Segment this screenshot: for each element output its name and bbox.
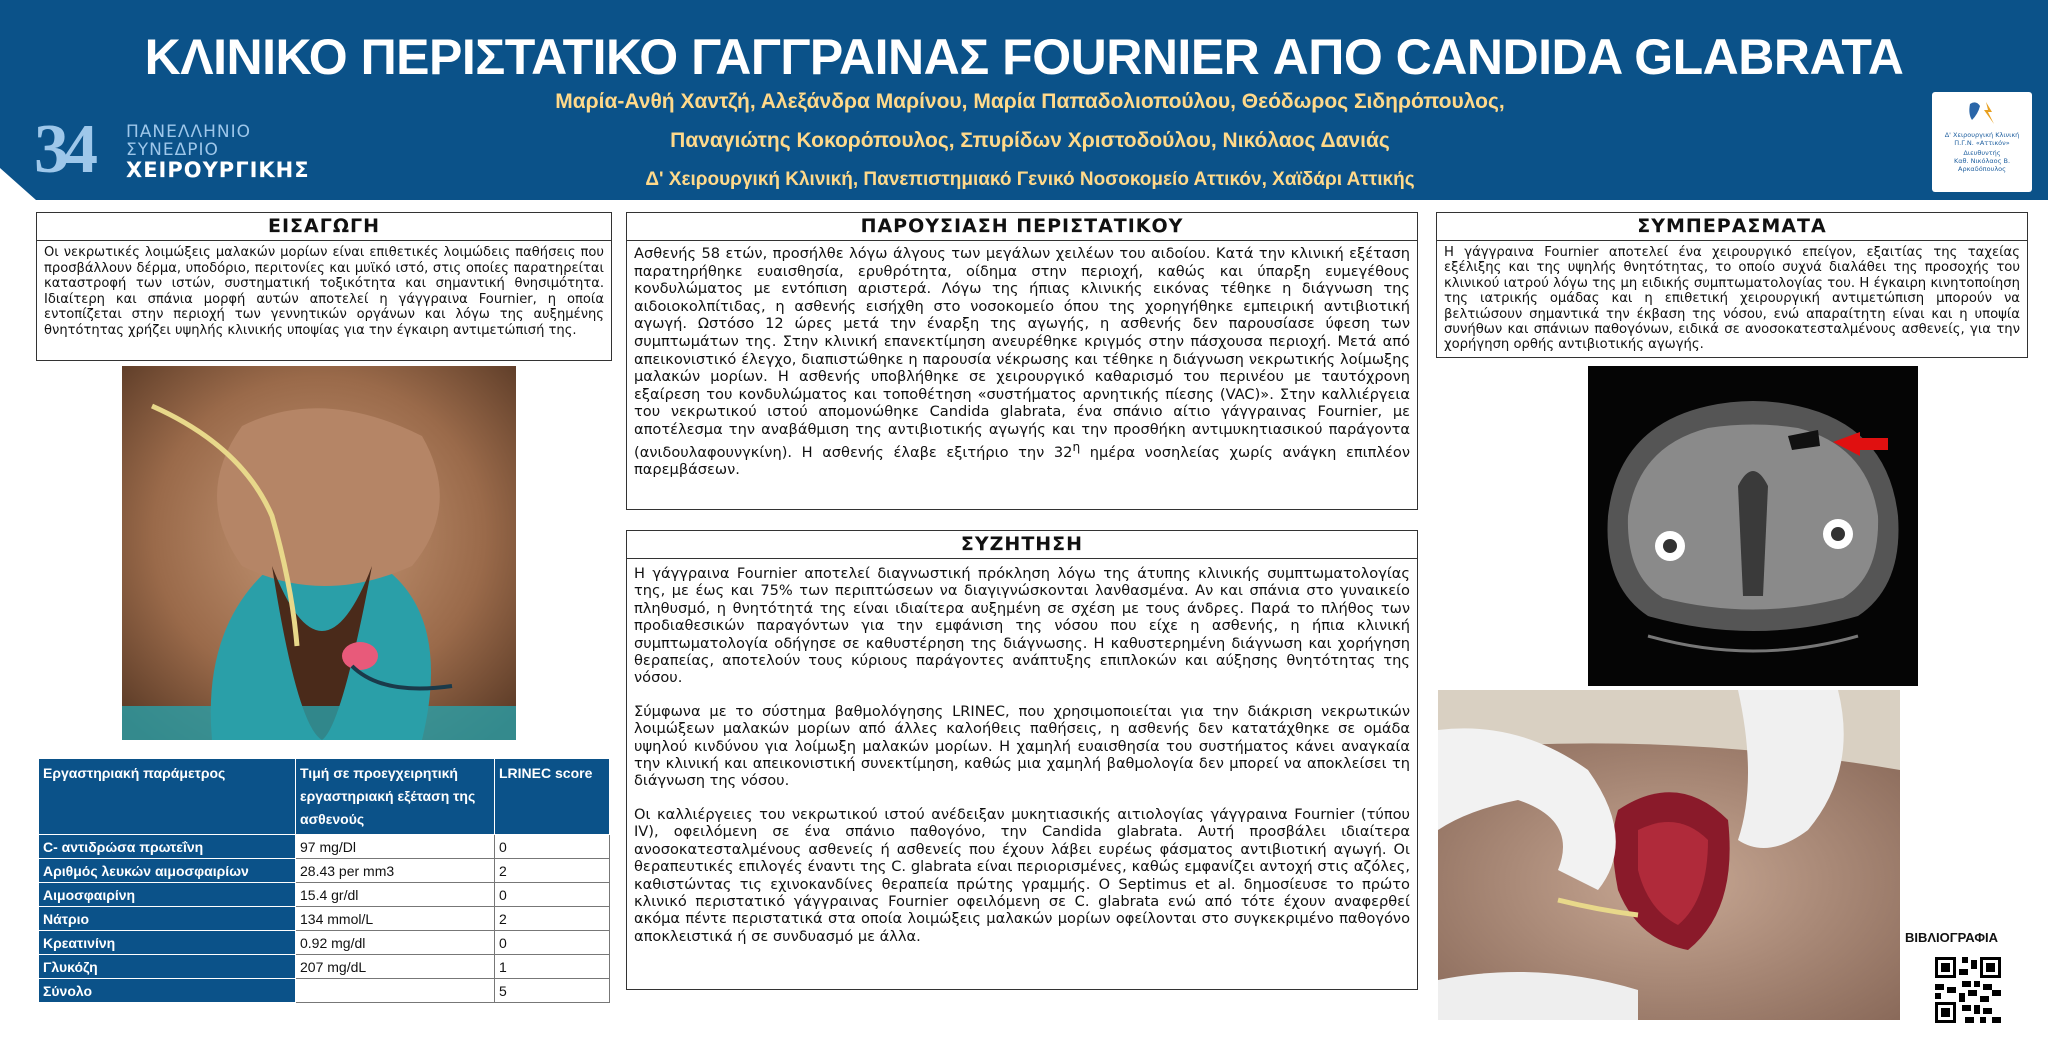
bibliography-qr-code[interactable] [1932, 954, 2004, 1026]
conclusions-section [1436, 212, 2028, 358]
table-cell-value: 207 mg/dL [296, 955, 495, 979]
table-cell-score: 5 [495, 979, 610, 1003]
introduction-heading: ΕΙΣΑΓΩΓΗ [37, 213, 611, 241]
poster-title: ΚΛΙΝΙΚΟ ΠΕΡΙΣΤΑΤΙΚΟ ΓΑΓΓΡΑΙΝΑΣ FOURNIER ΑΠΟ CANDIDA GLABRATA [144, 29, 1904, 85]
table-cell-score: 1 [495, 955, 610, 979]
clinic-logo-line-4: Καθ. Νικόλαος Β. Αρκαδόπουλος [1953, 157, 2011, 173]
discussion-heading: ΣΥΖΗΤΗΣΗ [627, 531, 1417, 559]
bibliography-label: ΒΙΒΛΙΟΓΡΑΦΙΑ [1905, 930, 1999, 945]
clinic-logo-line-1: Δ' Χειρουργική Κλινική [1944, 131, 2020, 139]
table-header-row [39, 759, 610, 835]
conclusions-text: Η γάγγραινα Fournier αποτελεί ένα χειρουργικό επείγον, εξαιτίας της ταχείας εξέλιξης και της υψηλής θνητότητας, το οποίο συχνά διαλάθει της προσοχής του κλινικού ιατρού λόγω της μη ειδικής συμπτωματολογίας του. Η έγκαιρη κινητοποίηση της ιατρικής ομάδας και η επιθετική χειρουργική αντιμετώπιση μπορούν να βελτιώσουν σημαντικά την έκβαση της νόσου, ενώ απαραίτητη είναι και η υποψία συνήθων και σπάνιων παθογόνων, ειδικά σε ανοσοκατεσταλμένους ασθενείς, για την χορήγηση ορθής αντιβιοτικής αγωγής. [1444, 245, 2020, 353]
table-row [39, 907, 610, 931]
lab-values-table [38, 758, 610, 1003]
table-row [39, 883, 610, 907]
authors-line-2: Παναγιώτης Κοκορόπουλος, Σπυρίδων Χριστοδούλου, Νικόλαος Δανιάς [670, 129, 1390, 152]
case-text-end: ημέρα νοσηλείας χωρίς ανάγκη επιπλέον παρεμβάσεων. [634, 443, 1411, 478]
table-cell-value: 0.92 mg/dl [296, 931, 495, 955]
authors-line-1: Μαρία-Ανθή Χαντζή, Αλεξάνδρα Μαρίνου, Μαρία Παπαδολιοπούλου, Θεόδωρος Σιδηρόπουλος, [555, 90, 1505, 113]
table-total-row [39, 979, 610, 1003]
table-header-lrinec: LRINEC score [495, 759, 610, 835]
table-cell-score: 0 [495, 931, 610, 955]
case-text-main: Ασθενής 58 ετών, προσήλθε λόγω άλγους των μεγάλων χειλέων του αιδοίου. Κατά την κλινική εξέταση παρατηρήθηκε ευαισθησία, ερυθρότητα, οίδημα στην περιοχή, καθώς και ύπαρξη ευμεγέθους κονδυλώματος με εντόπιση αριστερά. Λόγω της ήπιας κλινικής εικόνας τέθηκε η διάγνωση της αιδοιοκολπίτιδας, η ασθενής εισήχθη στο νοσοκομείο όπου της χορηγήθηκε εμπειρική αντιβιοτική αγωγή. Ωστόσο 12 ώρες μετά την έναρξη της αγωγής, η ασθενής δεν παρουσίασε ύφεση των συμπτωμάτων της. Στην κλινική επανεκτίμηση ανευρέθηκε κριγμός στην πάσχουσα περιοχή. Μετά από απεικονιστικό έλεγχο, διαπιστώθηκε η παρουσία νέκρωσης και τέθηκε η διάγνωση νεκρωτικής λοίμωξης μαλακών μορίων. Η ασθενής υποβλήθηκε σε χειρουργικό καθαρισμό του περινέου με ταυτόχρονη εξαίρεση του κονδυλώματος και τοποθέτηση «συστήματος αρνητικής πίεσης (VAC)». Στην καλλιέργεια του νεκρωτικού ιστού απομονώθηκε Candida glabrata, ένα σπάνιο αίτιο γάγγραινας Fournier, με αποτέλεσμα την αναβάθμιση της αντιβιοτικής αγωγής και την προσθήκη αντιμυκητιασικού παράγοντα (ανιδουλαφουνγκίνη). Η ασθενής έλαβε εξιτήριο την 32 [634, 245, 1410, 461]
table-cell-parameter: Αριθμός λευκών αιμοσφαιρίων [39, 859, 296, 883]
table-cell-parameter: Γλυκόζη [39, 955, 296, 979]
discussion-paragraph-3: Οι καλλιέργειες του νεκρωτικού ιστού ανέδειξαν μυκητιασικής αιτιολογίας γάγγραινα Fournier (τύπου IV), οφειλόμενη σε ένα σπάνιο παθογόνο, την Candida glabrata. Αυτή προσβάλει ιδιαίτερα ανοσοκατεσταλμένους ασθενείς ή ασθενείς που έχουν λάβει ευρέως φάσματος αντιβιοτική αγωγή. Οι θεραπευτικές επιλογές έναντι της C. glabrata είναι περιορισμένες, καθώς εμφανίζει αντοχή στις αζόλες, καθιστώντας τις εχινοκανδίνες θεραπεία πρώτης γραμμής. Ο Septimus et al. δημοσίευσε το πρώτο κλινικό περιστατικό γάγγραινας Fournier οφειλόμενη σε C. glabrata ενώ από τότε έχουν αναφερθεί ακόμα πέντε περιστατικά στα οποία λοιμώξεις μαλακών μορίων οφείλονται στο συγκεκριμένο παθογόνο αποκλειστικά ή σε συνδυασμό με άλλα. [634, 805, 1410, 945]
discussion-section [626, 530, 1418, 990]
table-header-value: Τιμή σε προεγχειρητική εργαστηριακή εξέταση της ασθενούς [296, 759, 495, 835]
discussion-text [627, 559, 1417, 949]
postoperative-photo [1438, 690, 1900, 1020]
table-cell-value: 97 mg/Dl [296, 835, 495, 859]
conclusions-heading: ΣΥΜΠΕΡΑΣΜΑΤΑ [1437, 213, 2027, 241]
clinic-logo [1932, 92, 2032, 192]
table-cell-value: 134 mmol/L [296, 907, 495, 931]
table-cell-parameter: C- αντιδρώσα πρωτεΐνη [39, 835, 296, 859]
table-cell-parameter: Αιμοσφαιρίνη [39, 883, 296, 907]
table-cell-value [296, 979, 495, 1003]
table-cell-value: 15.4 gr/dl [296, 883, 495, 907]
table-row [39, 931, 610, 955]
discussion-paragraph-2: Σύμφωνα με το σύστημα βαθμολόγησης LRINEC, που χρησιμοποιείται για την διάκριση νεκρωτικών λοιμώξεων μαλακών μορίων από άλλες καλοήθεις παθήσεις, η ασθενής δεν κατατάχθηκε σε ομάδα υψηλού κινδύνου για λοίμωξη μαλακών μορίων. Η χαμηλή ευαισθησία του συστήματος κάνει αναγκαία την κλινική και απεικονιστική συνεκτίμηση, καθώς μια χαμηλή βαθμολογία δεν μπορεί να αποκλείσει τη διάγνωση της νόσου. [634, 702, 1410, 790]
conference-logo-line-2: ΣΥΝΕΔΡΙΟ [126, 140, 219, 160]
table-header-parameter: Εργαστηριακή παράμετρος [39, 759, 296, 835]
introduction-text: Οι νεκρωτικές λοιμώξεις μαλακών μορίων είναι επιθετικές λοιμώδεις παθήσεις που προσβάλλουν δέρμα, υποδόριο, περιτονίες και μυϊκό ιστό, στις οποίες παρατηρείται καταστροφή των ιστών, συστηματική τοξικότητα και σημαντική θνησιμότητα. Ιδιαίτερη και σπάνια μορφή αυτών αποτελεί η γάγγραινα Fournier, η οποία εντοπίζεται στην περιοχή των γεννητικών οργάνων και λόγω της αυξημένης θνητότητας χρήζει υψηλής κλινικής υποψίας για την έγκαιρη αντιμετώπισή της. [44, 245, 604, 338]
case-text-superscript: η [1072, 439, 1081, 454]
table-row [39, 859, 610, 883]
table-cell-parameter: Νάτριο [39, 907, 296, 931]
table-cell-value: 28.43 per mm3 [296, 859, 495, 883]
affiliation: Δ' Χειρουργική Κλινική, Πανεπιστημιακό Γενικό Νοσοκομείο Αττικόν, Χαϊδάρι Αττικής [645, 169, 1415, 190]
clinic-emblem-icon [1966, 100, 1998, 126]
conference-logo [34, 111, 310, 188]
clinical-photo-perineum [122, 366, 516, 740]
case-presentation-text [627, 241, 1417, 483]
discussion-paragraph-1: Η γάγγραινα Fournier αποτελεί διαγνωστική πρόκληση λόγω της άτυπης κλινικής συμπτωματολογίας της, με έως και 75% των περιπτώσεων να διαγιγνώσκονται λανθασμένα. Αν και σπάνια στο γυναικείο πληθυσμό, η θνητότητά της είναι ιδιαίτερα αυξημένη σε σχέση με τους άνδρες. Παρά το πλήθος των προδιαθεσικών παραγόντων για την εμφάνιση της νόσου που είχε η ασθενής, η ήπια κλινική συμπτωματολογία οδήγησε σε καθυστέρηση της διάγνωσης. Η καθυστερημένη διάγνωση και χορήγηση θεραπείας, αποτελούν τους κύριους παράγοντες ανάπτυξης επιπλοκών και αύξησης θνητότητας της νόσου. [634, 565, 1410, 687]
table-row [39, 835, 610, 859]
conference-logo-line-3: ΧΕΙΡΟΥΡΓΙΚΗΣ [126, 158, 310, 182]
table-cell-score: 2 [495, 859, 610, 883]
clinic-logo-line-3: Διευθυντής [1963, 149, 2001, 157]
table-cell-parameter: Σύνολο [39, 979, 296, 1003]
table-cell-score: 0 [495, 835, 610, 859]
ct-scan-image [1588, 366, 1918, 686]
conference-number: 34 [34, 111, 92, 188]
table-cell-parameter: Κρεατινίνη [39, 931, 296, 955]
clinic-logo-line-2: Π.Γ.Ν. «Αττικόν» [1954, 139, 2010, 147]
case-presentation-section [626, 212, 1418, 510]
introduction-section [36, 212, 612, 361]
case-presentation-heading: ΠΑΡΟΥΣΙΑΣΗ ΠΕΡΙΣΤΑΤΙΚΟΥ [627, 213, 1417, 241]
table-cell-score: 2 [495, 907, 610, 931]
conference-logo-line-1: ΠΑΝΕΛΛΗΝΙΟ [126, 122, 252, 142]
table-cell-score: 0 [495, 883, 610, 907]
table-row [39, 955, 610, 979]
